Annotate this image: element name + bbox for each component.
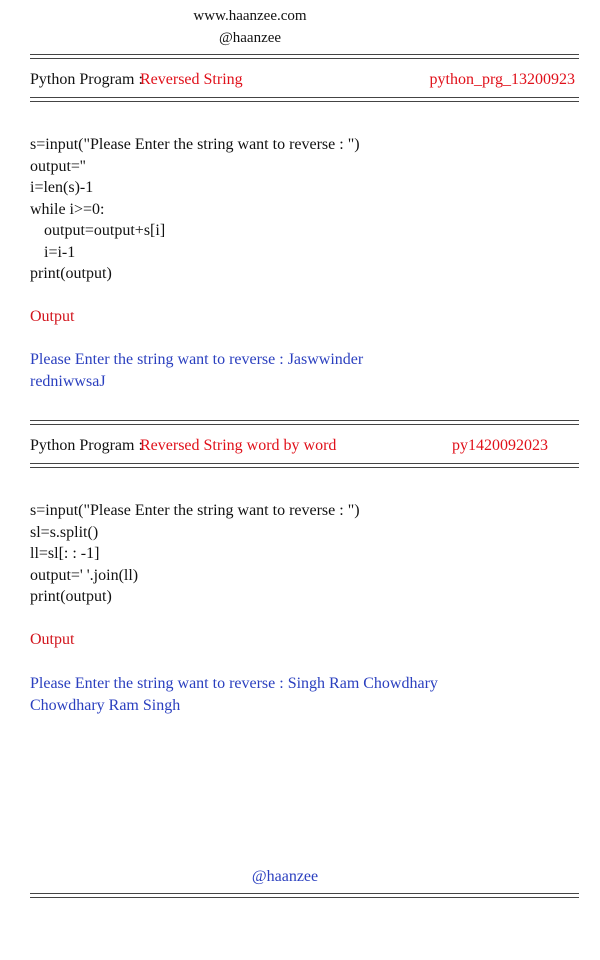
output-line: Chowdhary Ram Singh <box>30 696 181 714</box>
code-line: i=len(s)-1 <box>30 179 94 196</box>
code-line: ll=sl[: : -1] <box>30 545 100 562</box>
code-line: sl=s.split() <box>30 523 99 541</box>
program-label: Python Program : <box>30 71 143 88</box>
program-title: Reversed String word by word <box>140 437 337 454</box>
code-line: output=output+s[i] <box>44 222 166 239</box>
divider <box>30 54 579 59</box>
code-line: print(output) <box>30 588 112 605</box>
program-id: python_prg_13200923 <box>429 71 575 88</box>
code-line: print(output) <box>30 265 112 282</box>
divider <box>30 420 579 425</box>
divider <box>30 97 579 102</box>
program-title: Reversed String <box>140 71 243 88</box>
divider <box>30 463 579 468</box>
output-line: Please Enter the string want to reverse : Jaswwinder <box>30 351 364 368</box>
footer-handle: @haanzee <box>251 868 319 885</box>
program-id: py1420092023 <box>452 437 548 454</box>
output-line: redniwwsaJ <box>30 372 106 390</box>
code-line: s=input("Please Enter the string want to reverse : ") <box>30 502 360 519</box>
site-url: www.haanzee.com <box>193 8 307 24</box>
site-handle: @haanzee <box>218 30 282 46</box>
code-line: while i>=0: <box>30 200 105 218</box>
divider <box>30 893 579 898</box>
code-line: output='' <box>30 157 86 175</box>
output-block <box>30 349 363 392</box>
output-label: Output <box>30 308 75 325</box>
code-line: output=' '.join(ll) <box>30 566 139 584</box>
output-line: Please Enter the string want to reverse : Singh Ram Chowdhary <box>30 675 438 692</box>
output-label: Output <box>30 631 75 648</box>
program-label: Python Program : <box>30 437 143 454</box>
code-block <box>30 500 360 608</box>
code-line: i=i-1 <box>44 243 76 261</box>
output-block <box>30 673 438 716</box>
code-line: s=input("Please Enter the string want to reverse : ") <box>30 136 360 153</box>
code-block <box>30 134 360 285</box>
